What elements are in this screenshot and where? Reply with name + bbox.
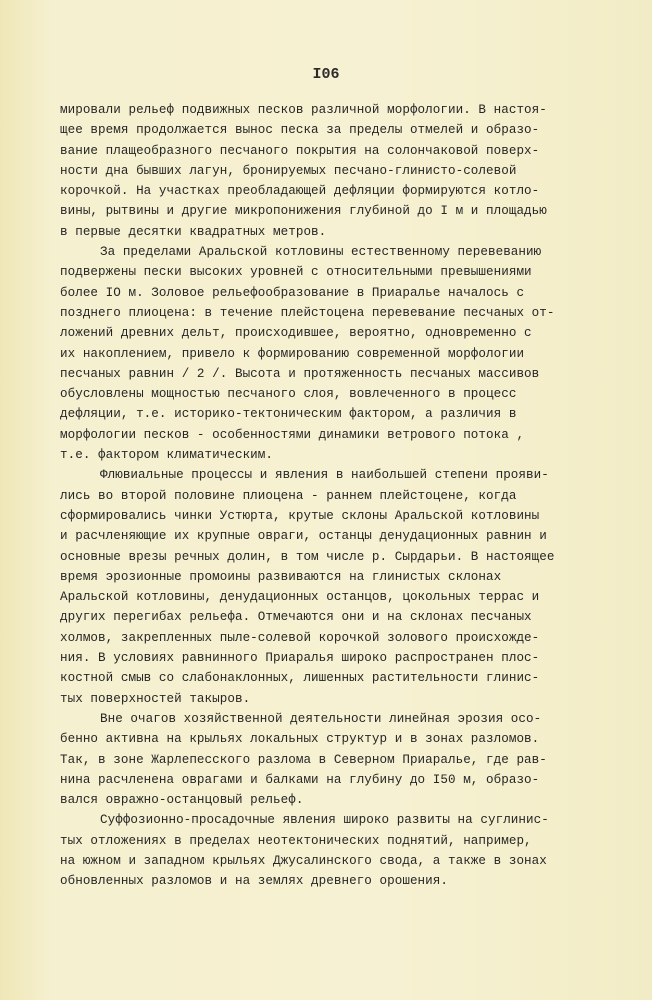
text-line: тых отложениях в пределах неотектонических поднятий, например, — [60, 833, 532, 848]
text-line: дефляции, т.е. историко-тектоническим фактором, а различия в — [60, 407, 517, 422]
paragraph-first-line: Вне очагов хозяйственной деятельности линейная эрозия осо- — [100, 711, 542, 726]
text-line: вины, рытвины и другие микропонижения глубиной до I м и площадью — [60, 204, 547, 219]
text-line: песчаных равнин / 2 /. Высота и протяженность песчаных массивов — [60, 366, 540, 381]
text-line: ложений древних дельт, происходившее, вероятно, одновременно с — [60, 326, 532, 341]
text-line: нина расчленена оврагами и балками на глубину до I50 м, образо- — [60, 772, 540, 787]
page-number: I06 — [312, 66, 340, 83]
text-line: щее время продолжается вынос песка за пределы отмелей и образо- — [60, 123, 540, 138]
text-line: холмов, закрепленных пыле-солевой корочкой золового происхожде- — [60, 630, 540, 645]
text-line: бенно активна на крыльях локальных структур и в зонах разломов. — [60, 732, 540, 747]
text-line: морфологии песков - особенностями динамики ветрового потока , — [60, 427, 525, 442]
text-line: сформировались чинки Устюрта, крутые склоны Аральской котловины — [60, 508, 540, 523]
text-line: Так, в зоне Жарлепесского разлома в Северном Приаралье, где рав- — [60, 752, 547, 767]
body-text — [60, 100, 620, 892]
text-line: обновленных разломов и на землях древнего орошения. — [60, 874, 448, 889]
text-line: ности дна бывших лагун, бронируемых песчано-глинисто-солевой — [60, 163, 517, 178]
text-line: тых поверхностей такыров. — [60, 691, 251, 706]
text-line: вался овражно-останцовый рельеф. — [60, 793, 304, 808]
text-line: Аральской котловины, денудационных останцов, цокольных террас и — [60, 590, 540, 605]
text-line: обусловлены мощностью песчаного слоя, вовлеченного в процесс — [60, 387, 517, 402]
text-line: позднего плиоцена: в течение плейстоцена перевевание песчаных от- — [60, 305, 555, 320]
text-line: т.е. фактором климатическим. — [60, 448, 274, 463]
text-line: на южном и западном крыльях Джусалинского свода, а также в зонах — [60, 853, 547, 868]
paragraph-first-line: За пределами Аральской котловины естественному перевеванию — [100, 245, 542, 260]
paragraph-first-line: Суффозионно-просадочные явления широко развиты на суглинис- — [100, 813, 549, 828]
text-line: корочкой. На участках преобладающей дефляции формируются котло- — [60, 184, 540, 199]
text-line: их накоплением, привело к формированию современной морфологии — [60, 346, 525, 361]
text-line: вание плащеобразного песчаного покрытия на солончаковой поверх- — [60, 143, 540, 158]
paragraph-first-line: Флювиальные процессы и явления в наибольшей степени прояви- — [100, 468, 549, 483]
text-line: мировали рельеф подвижных песков различной морфологии. В настоя- — [60, 103, 547, 117]
text-line: ния. В условиях равнинного Приаралья широко распространен плос- — [60, 651, 540, 666]
text-line: лись во второй половине плиоцена - раннем плейстоцене, когда — [60, 488, 517, 503]
text-line: костной смыв со слабонаклонных, лишенных растительности глинис- — [60, 671, 540, 686]
text-line: в первые десятки квадратных метров. — [60, 224, 327, 239]
text-line: более IO м. Золовое рельефообразование в Приаралье началось с — [60, 285, 525, 300]
text-line: и расчленяющие их крупные овраги, останцы денудационных равнин и — [60, 529, 547, 544]
text-line: других перегибах рельефа. Отмечаются они и на склонах песчаных — [60, 610, 532, 625]
text-line: подвержены пески высоких уровней с относительными превышениями — [60, 265, 532, 280]
text-line: время эрозионные промоины развиваются на глинистых склонах — [60, 569, 502, 584]
text-line: основные врезы речных долин, в том числе р. Сырдарьи. В настоящее — [60, 549, 555, 564]
